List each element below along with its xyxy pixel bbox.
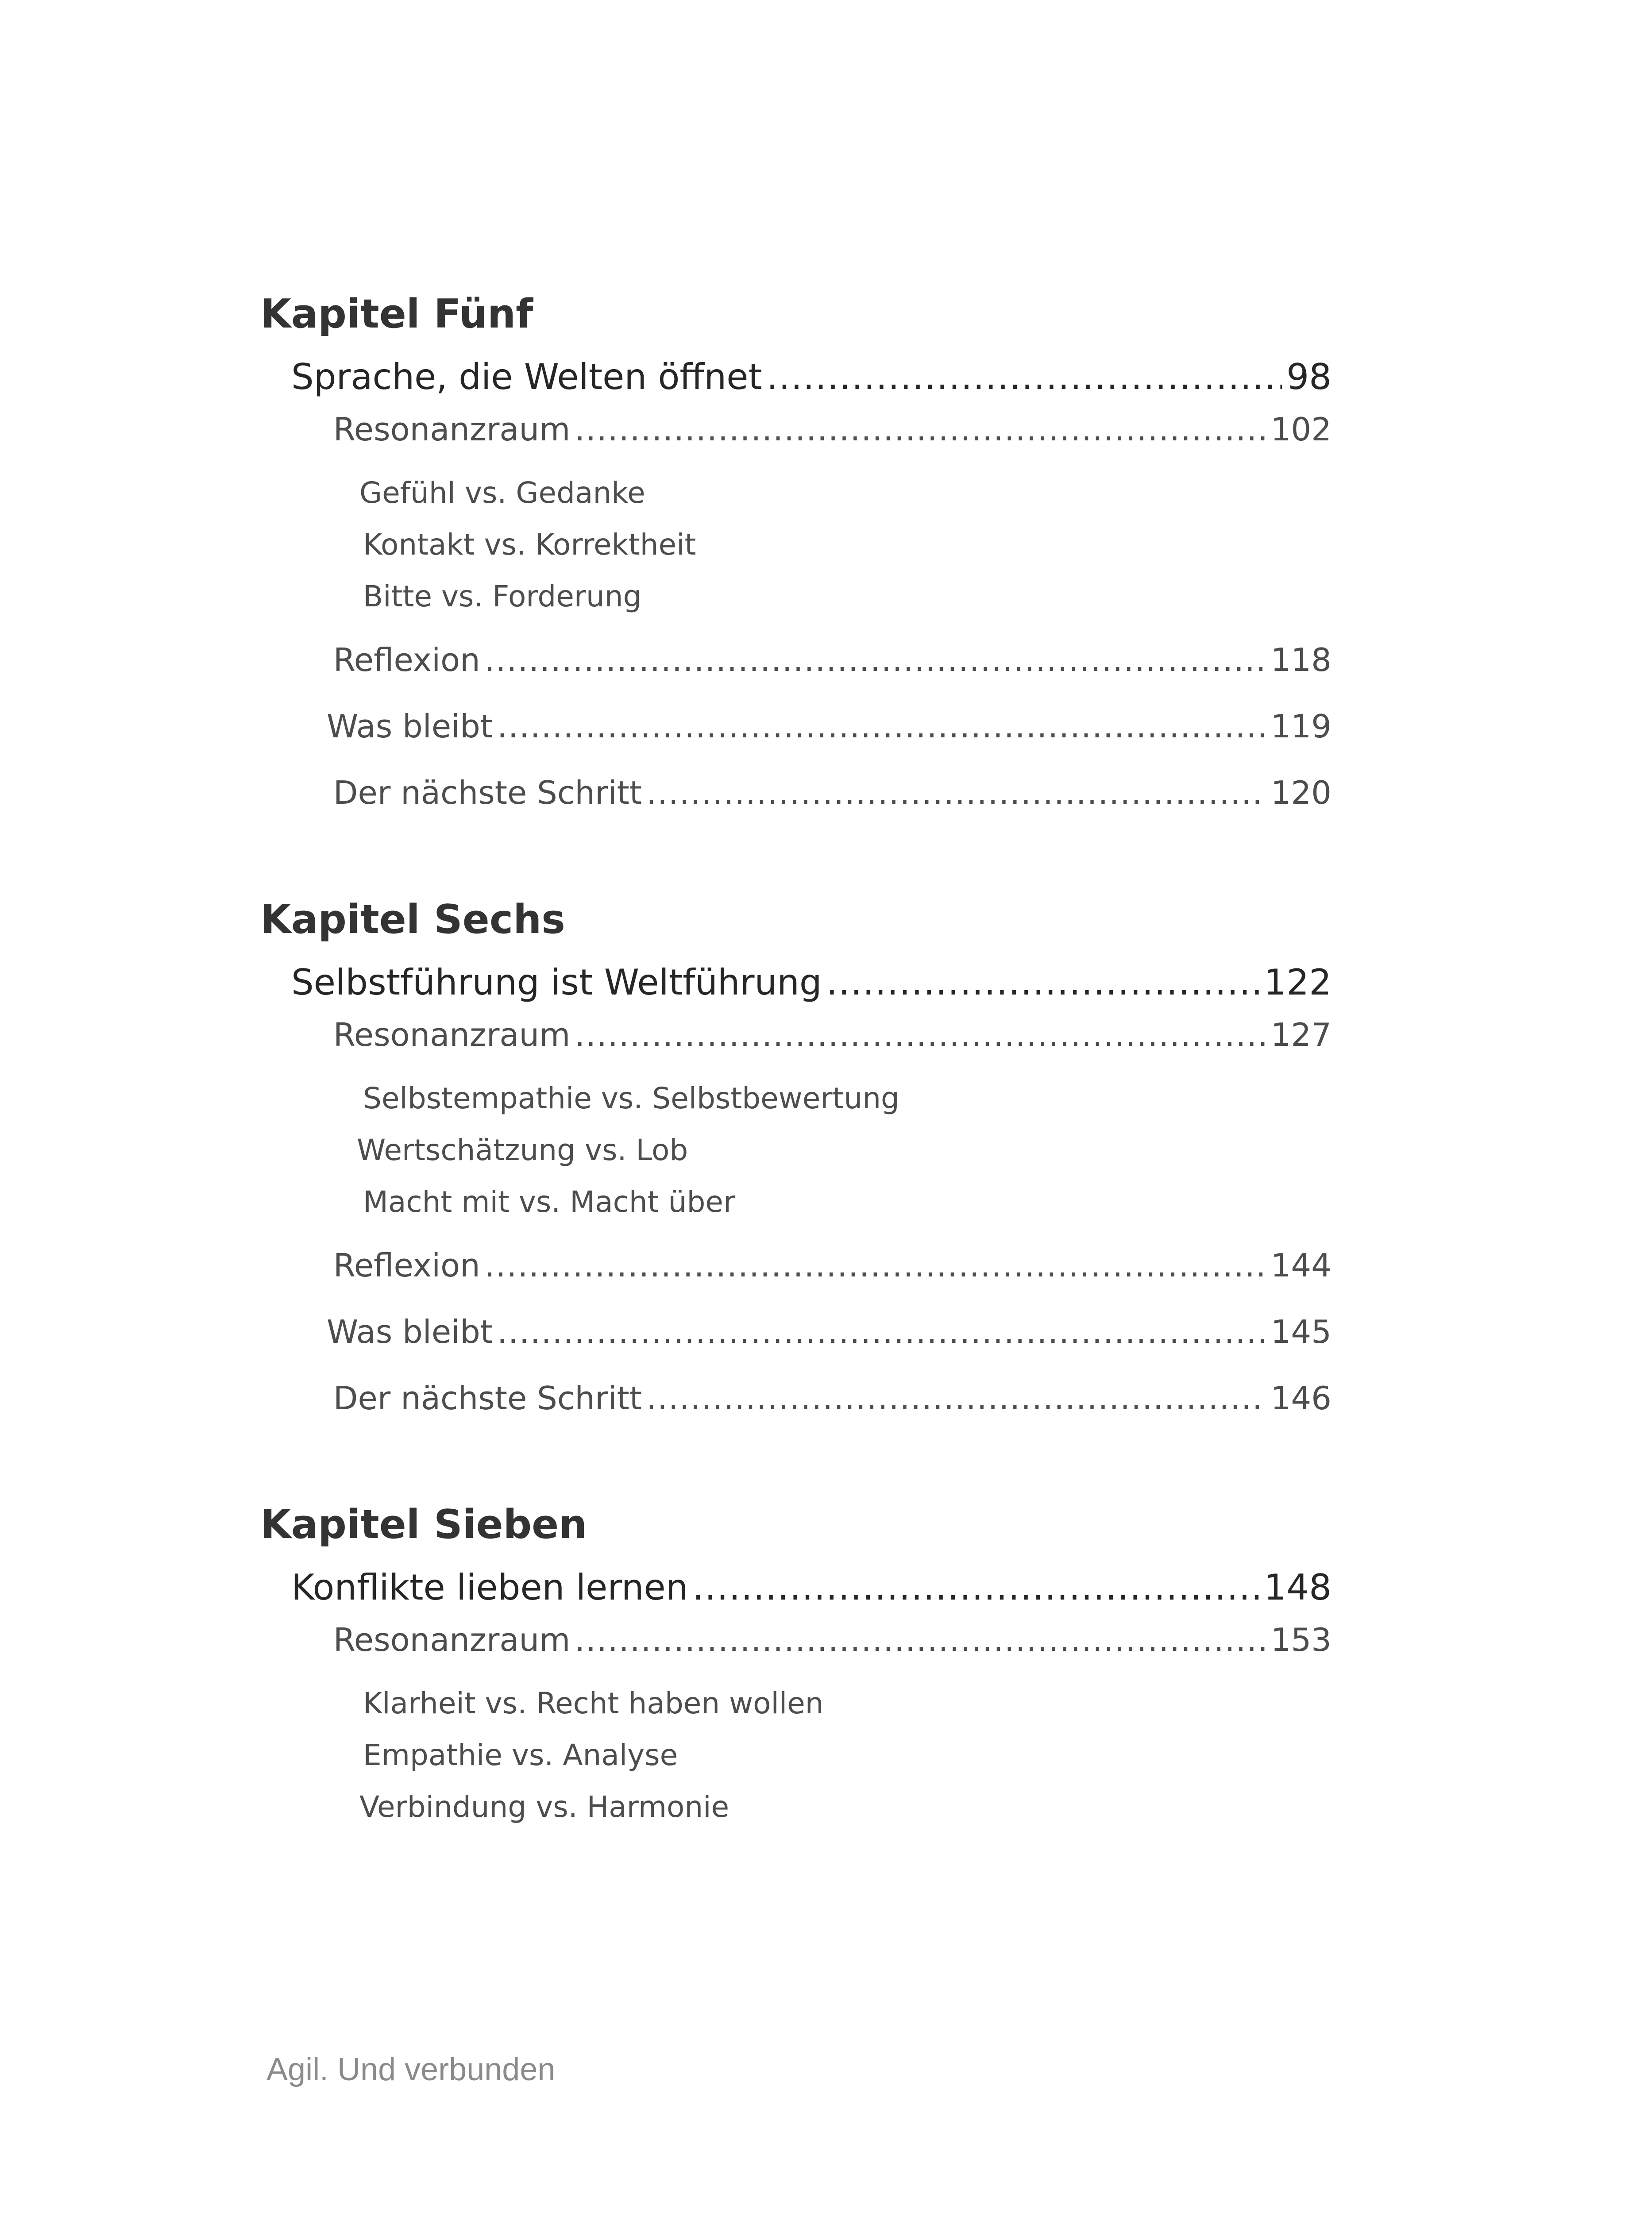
chapter-seven [260,1501,1332,1837]
toc-entry-naechster-schritt[interactable] [333,1365,1332,1431]
toc-entry-naechster-schritt[interactable] [333,760,1332,826]
toc-entry-resonanzraum[interactable] [333,1002,1332,1068]
entry-label: Sprache, die Welten öffnet [291,356,762,397]
chapter-heading: Kapitel Sechs [260,896,565,943]
dot-leader [485,627,1266,693]
dot-leader [767,356,1282,397]
subtopic-item: Empathie vs. Analyse [363,1738,678,1772]
subtopic-list [359,1677,1332,1833]
toc-entry-reflexion[interactable] [333,627,1332,693]
entry-label: Was bleibt [327,1313,493,1350]
subtopic-item: Wertschätzung vs. Lob [357,1133,688,1167]
entry-page-number: 148 [1264,1567,1332,1608]
subtopic-item: Kontakt vs. Korrektheit [363,528,696,562]
dot-leader [575,396,1266,463]
subtopic-item: Verbindung vs. Harmonie [359,1790,730,1824]
subtopic-item: Selbstempathie vs. Selbstbewertung [363,1081,899,1115]
dot-leader [485,1232,1266,1299]
subtopic-list [359,467,1332,622]
entry-label: Reflexion [333,1247,480,1284]
toc-entry-was-bleibt[interactable] [327,1299,1332,1365]
entry-label: Der nächste Schritt [333,774,642,811]
entry-label: Resonanzraum [333,1016,571,1053]
dot-leader [646,1365,1266,1431]
entry-page-number: 118 [1270,641,1332,679]
subtopic-item: Bitte vs. Forderung [363,579,642,613]
chapter-five [260,291,1332,826]
entry-page-number: 120 [1270,774,1332,811]
chapter-six [260,896,1332,1431]
dot-leader [575,1002,1266,1068]
entry-label: Reflexion [333,641,480,679]
toc-entry-was-bleibt[interactable] [327,693,1332,760]
dot-leader [692,1567,1259,1608]
entry-page-number: 102 [1270,411,1332,448]
entry-page-number: 122 [1264,962,1332,1003]
subtopic-item: Macht mit vs. Macht über [363,1185,736,1219]
dot-leader [826,962,1260,1003]
entry-page-number: 153 [1270,1621,1332,1658]
entry-page-number: 127 [1270,1016,1332,1053]
subtopic-item: Klarheit vs. Recht haben wollen [363,1686,824,1720]
toc-entry-chapter-title[interactable] [291,1567,1332,1607]
entry-page-number: 144 [1270,1247,1332,1284]
entry-page-number: 145 [1270,1313,1332,1350]
subtopic-item: Gefühl vs. Gedanke [359,476,645,510]
entry-label: Was bleibt [327,708,493,745]
entry-label: Der nächste Schritt [333,1380,642,1417]
subtopic-list [357,1072,1332,1228]
dot-leader [646,760,1266,826]
entry-label: Selbstführung ist Weltführung [291,962,822,1003]
dot-leader [497,693,1266,760]
entry-label: Resonanzraum [333,1621,571,1658]
toc-entry-reflexion[interactable] [333,1232,1332,1299]
toc-entry-resonanzraum[interactable] [333,1607,1332,1673]
entry-page-number: 98 [1286,356,1332,397]
dot-leader [497,1299,1266,1365]
entry-page-number: 119 [1270,708,1332,745]
dot-leader [575,1607,1266,1673]
entry-label: Resonanzraum [333,411,571,448]
entry-label: Konflikte lieben lernen [291,1567,688,1608]
toc-entry-chapter-title[interactable] [291,962,1332,1002]
toc-entry-chapter-title[interactable] [291,356,1332,396]
page-footer: Agil. Und verbunden [266,2052,556,2087]
chapter-heading: Kapitel Sieben [260,1501,587,1548]
entry-page-number: 146 [1270,1380,1332,1417]
toc-entry-resonanzraum[interactable] [333,396,1332,463]
chapter-heading: Kapitel Fünf [260,291,533,337]
